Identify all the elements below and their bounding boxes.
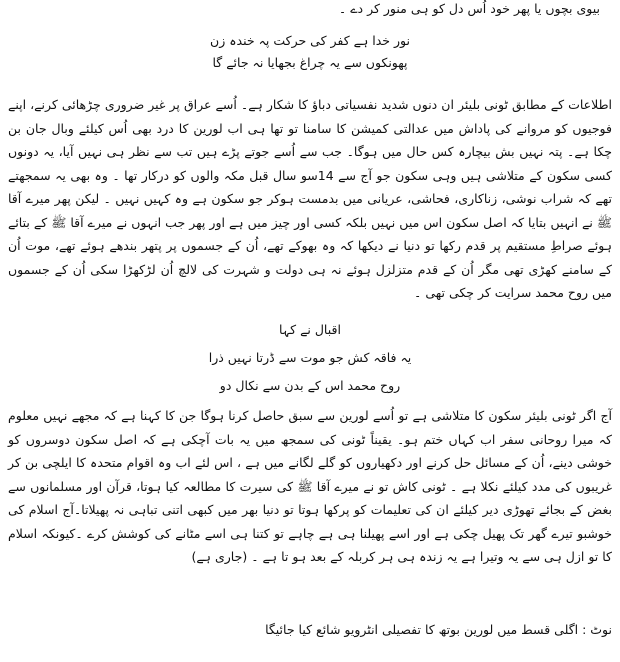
iqbal-verse xyxy=(160,316,460,400)
verse-line: پھونکوں سے یہ چراغ بجھایا نہ جائے گا xyxy=(212,55,408,70)
verse-intro: اقبال نے کہا xyxy=(279,322,341,337)
opening-line: بیوی بچوں یا پھر خود اُس دل کو ہی منور کر دے ۔ xyxy=(338,1,600,16)
verse-couplet-one xyxy=(150,30,470,74)
verse-line: نور خدا ہے کفر کی حرکت پہ خندہ زن xyxy=(210,33,410,48)
verse-line: روح محمد اس کے بدن سے نکال دو xyxy=(219,378,401,393)
footnote: نوٹ : اگلی قسط میں لورین بوتھ کا تفصیلی انٹرویو شائع کیا جائیگا xyxy=(265,622,612,637)
paragraph-two: آج اگر ٹونی بلیئر سکون کا متلاشی ہے تو اُسے لورین سے سبق حاصل کرنا ہوگا جن کا کہنا ہے کہ مجھے نہیں معلوم کہ میرا روحانی سفر اب کہاں ختم ہو۔ یقیناً ٹونی کی سمجھ میں یہ بات آچکی ہے کہ اصل سکون دوسروں کو خوشی دینے، اُن کے مسائل حل کرنے اور دکھیاروں کو گلے لگانے میں ہے ، اس لئے اب وہ اقوام متحدہ کا ایلچی بن کر غریبوں کی مدد کیلئے نکلا ہے ۔ ٹونی کاش تو نے میرے آقا ﷺ کی سیرت کا مطالعہ کیا ہوتا، قرآن اور مسلمانوں سے بغض کے بجائے تھوڑی دیر کیلئے ان کی تعلیمات کو پرکھا ہوتا تو دنیا بھر میں کبھی اتنی تباہی نہ پھیلاتا۔آج اسلام کی خوشبو تیرے گھر تک پھیل چکی ہے اور اسے پھیلنا ہی ہے چاہے تو کتنا ہی اسے مٹانے کی کوشش کرے ۔کیونکہ اسلام کا تو ازل ہی سے یہ وتیرا ہے یہ زندہ ہی ہر کربلہ کے بعد ہو تا ہے ۔ (جاری ہے) xyxy=(8,408,612,564)
verse-line: یہ فاقہ کش جو موت سے ڈرتا نہیں ذرا xyxy=(208,350,412,365)
paragraph-one: اطلاعات کے مطابق ٹونی بلیئر ان دنوں شدید نفسیاتی دباؤ کا شکار ہے۔ اُسے عراق پر غیر ضروری چڑھائی کرنے، اپنے فوجیوں کو مروانے کی پاداش میں عدالتی کمیشن کا سامنا تو تھا ہی اب لورین کا درد بھی اُس کیلئے وبال جان بن چکا ہے۔ پتہ نہیں بش بیچارہ کس حال میں ہوگا۔ جب سے اُسے جوتے پڑے ہیں تب سے نظر ہی نہیں آیا، یہ دونوں کسی سکون کے متلاشی ہیں وہی سکون جو آج سے 14سو سال قبل مکہ والوں کو درکار تھا ۔ وہ بھی یہ سمجھتے تھے کہ شراب نوشی، زناکاری، فحاشی، عریانی میں بدمست ہوکر جو سکون ہے وہ کہیں نہیں ۔ لیکن پھر میرے آقا ﷺ نے انہیں بتایا کہ اصل سکون اس میں نہیں بلکہ کسی اور چیز میں ہے اور پھر جب انہوں نے میرے آقا ﷺ کے بتائے ہوئے صراطِ مستقیم پر قدم رکھا تو دنیا نے دیکھا کہ وہ بھوکے تھے، اُن کے جسموں پر پتھر بندھے ہوئے تھے، موت اُن کے سامنے کھڑی تھی مگر اُن کے قدم متزلزل ہوئے نہ ہی دولت و شہرت کی لالچ اُن لڑکھڑا سکی اُن کے جسموں میں روح محمد سرایت کر چکی تھی ۔ xyxy=(8,97,612,300)
